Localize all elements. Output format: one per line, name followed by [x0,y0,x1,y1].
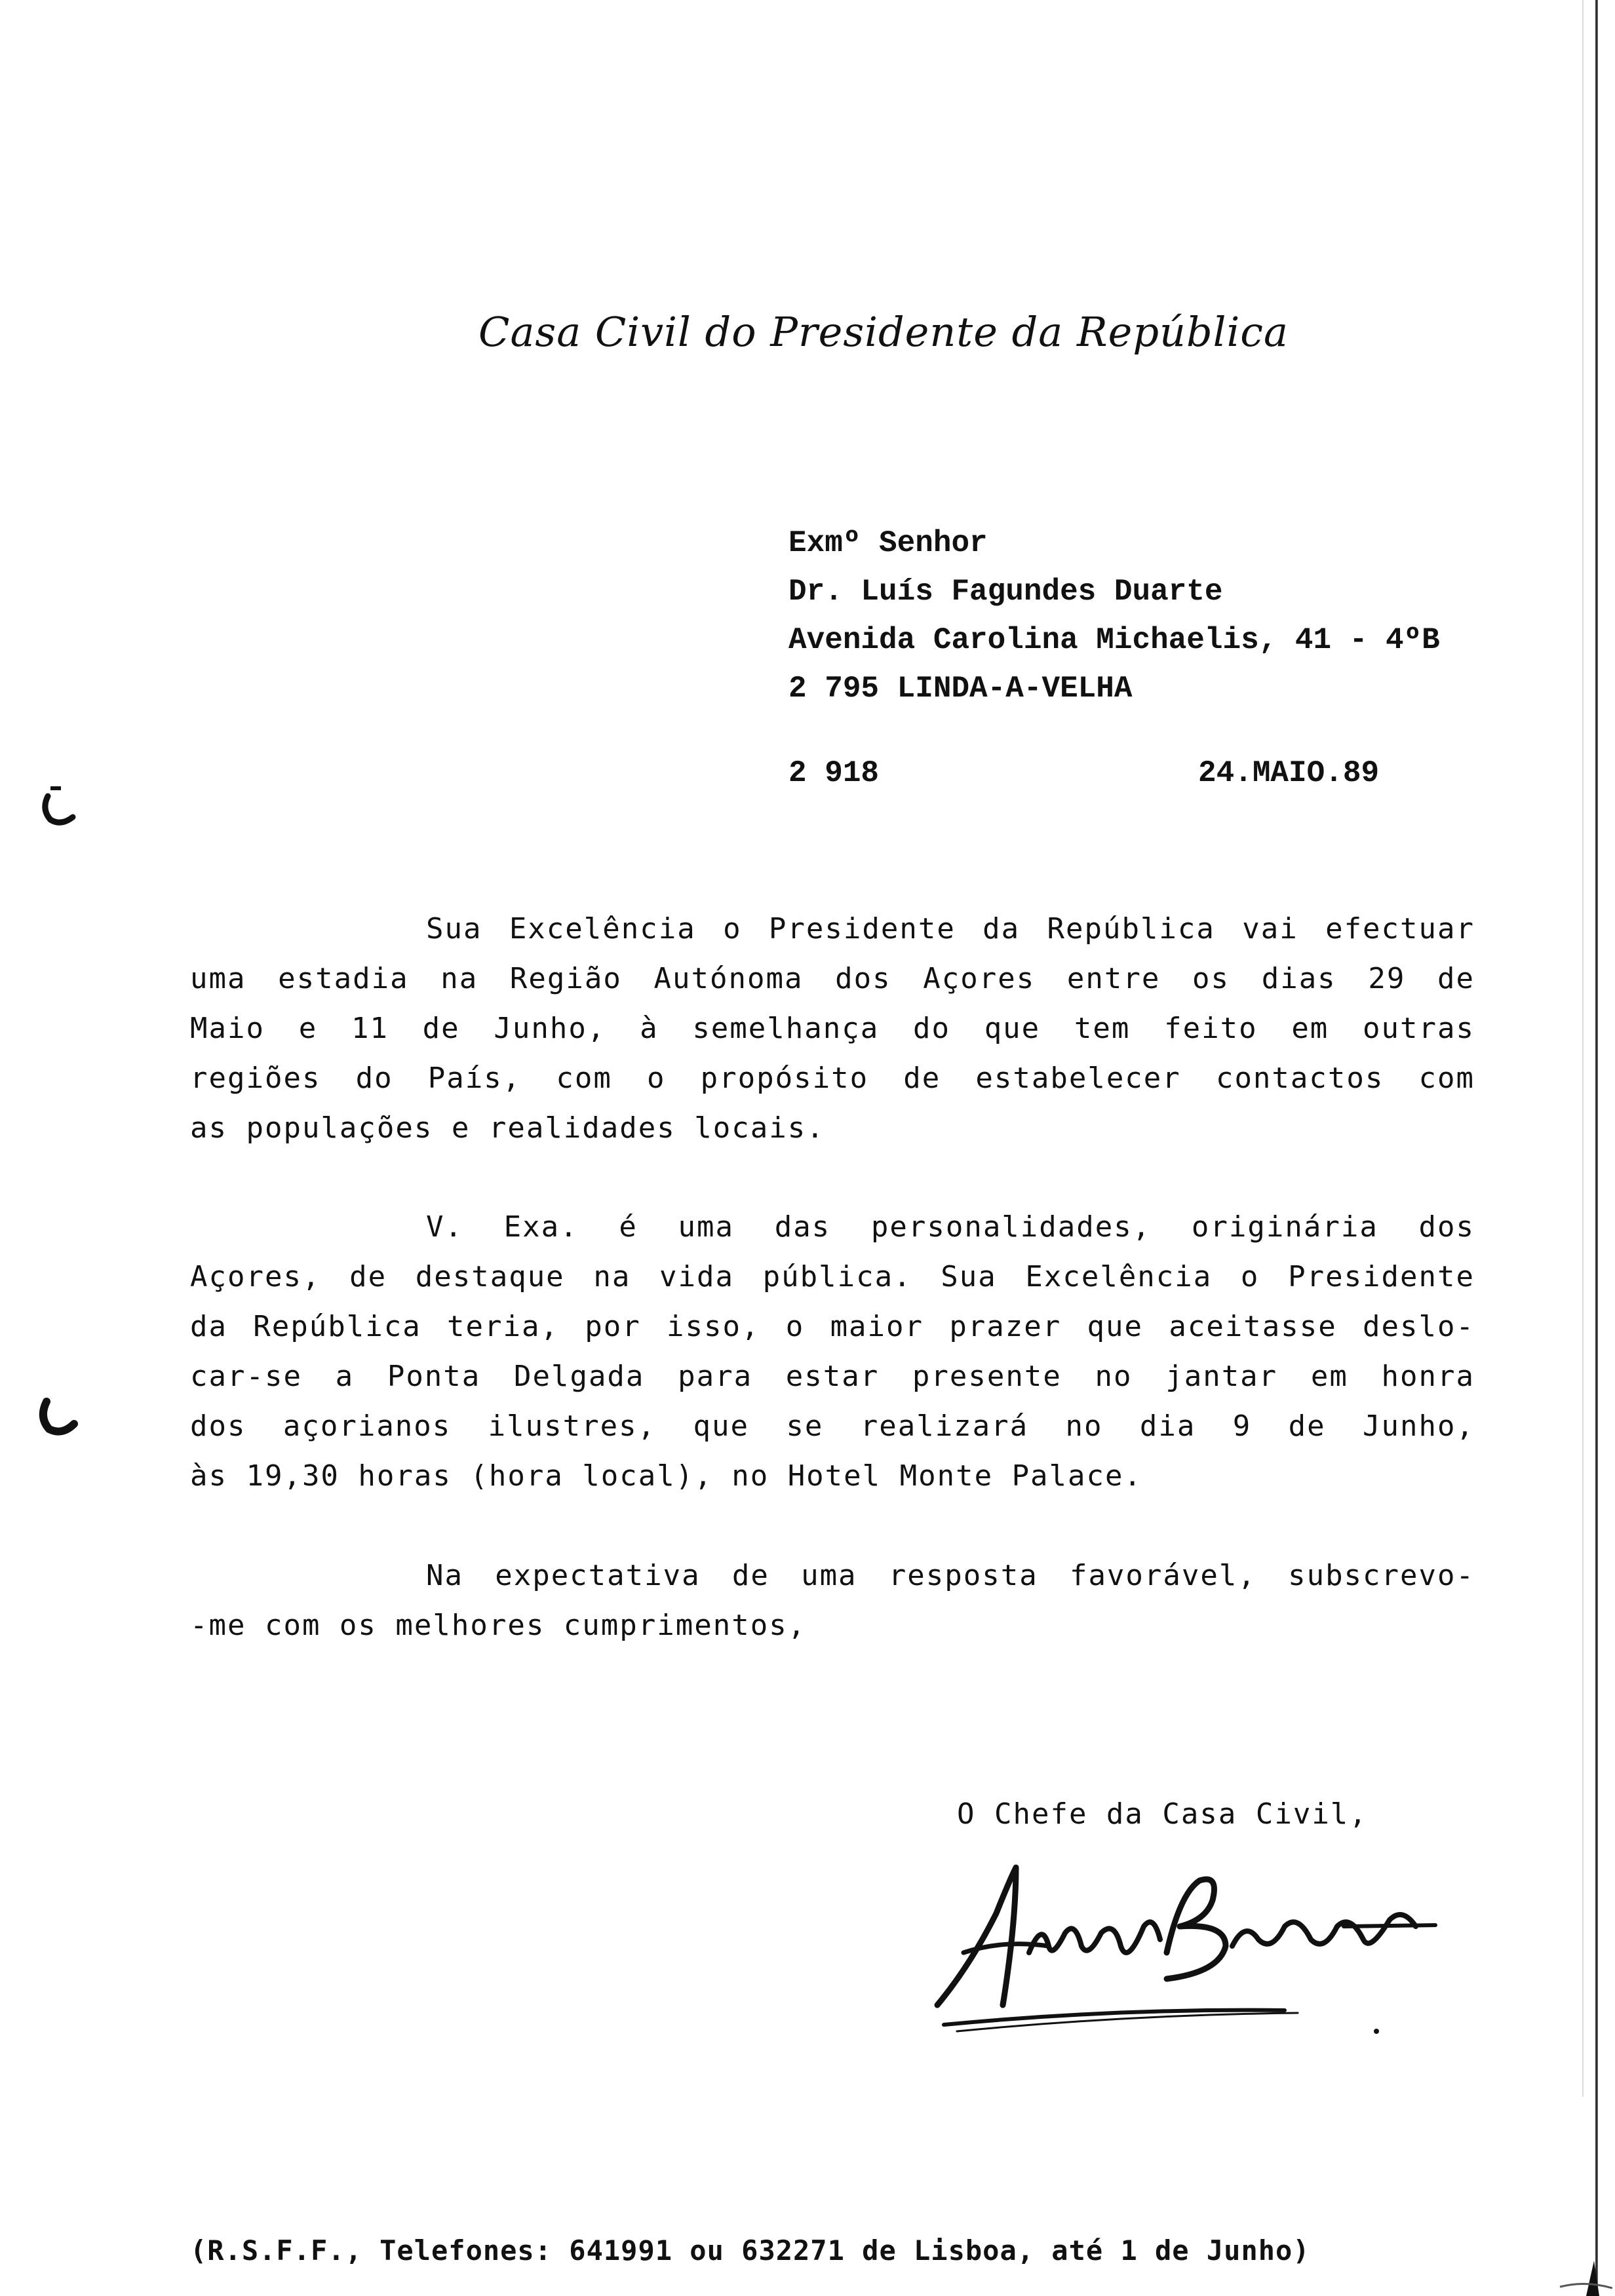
text-line: da República teria, por isso, o maior prazer que aceitasse deslo- [190,1310,1475,1343]
recipient-address [788,519,1575,713]
punch-hole-icon [36,783,82,829]
signature-text: Alfredo Barroso [931,1867,935,1868]
recipient-city: 2 795 LINDA-A-VELHA [788,672,1133,706]
scan-artifact-icon [1547,2215,1612,2296]
text-line: regiões do País, com o propósito de estabelecer contactos com [190,1062,1475,1095]
text-line: Sua Excelência o Presidente da República vai efectuar [426,912,1475,946]
scan-edge [1595,0,1598,2296]
recipient-street: Avenida Carolina Michaelis, 41 - 4ºB [788,623,1440,657]
paragraph-1 [190,904,1475,1153]
reference-number: 2 918 [788,756,880,790]
closing-title: O Chefe da Casa Civil, [957,1797,1368,1831]
paragraph-2 [190,1202,1475,1501]
text-line: às 19,30 horas (hora local), no Hotel Monte Palace. [190,1459,1143,1493]
signature-image [918,1854,1455,2051]
text-line: dos açorianos ilustres, que se realizará no dia 9 de Junho, [190,1409,1475,1443]
recipient-salutation: Exmº Senhor [788,526,988,560]
text-line: uma estadia na Região Autónoma dos Açores entre os dias 29 de [190,962,1475,995]
text-line: Açores, de destaque na vida pública. Sua Excelência o Presidente [190,1260,1475,1293]
scan-edge-shadow [1582,0,1584,2097]
letterhead: Casa Civil do Presidente da República [478,308,1289,356]
text-line: as populações e realidades locais. [190,1111,825,1145]
text-line: -me com os melhores cumprimentos, [190,1609,807,1642]
text-line: Na expectativa de uma resposta favorável, subscrevo- [426,1559,1475,1592]
footer-note: (R.S.F.F., Telefones: 641991 ou 632271 de Lisboa, até 1 de Junho) [190,2234,1310,2267]
text-line: car-se a Ponta Delgada para estar presente no jantar em honra [190,1360,1475,1393]
paragraph-3 [190,1551,1475,1651]
text-line: Maio e 11 de Junho, à semelhança do que tem feito em outras [190,1012,1475,1045]
reference-line [788,756,1444,790]
text-line: V. Exa. é uma das personalidades, originária dos [426,1210,1475,1244]
letter-date: 24.MAIO.89 [1198,756,1380,790]
punch-hole-icon [36,1392,82,1438]
recipient-name: Dr. Luís Fagundes Duarte [788,575,1223,609]
